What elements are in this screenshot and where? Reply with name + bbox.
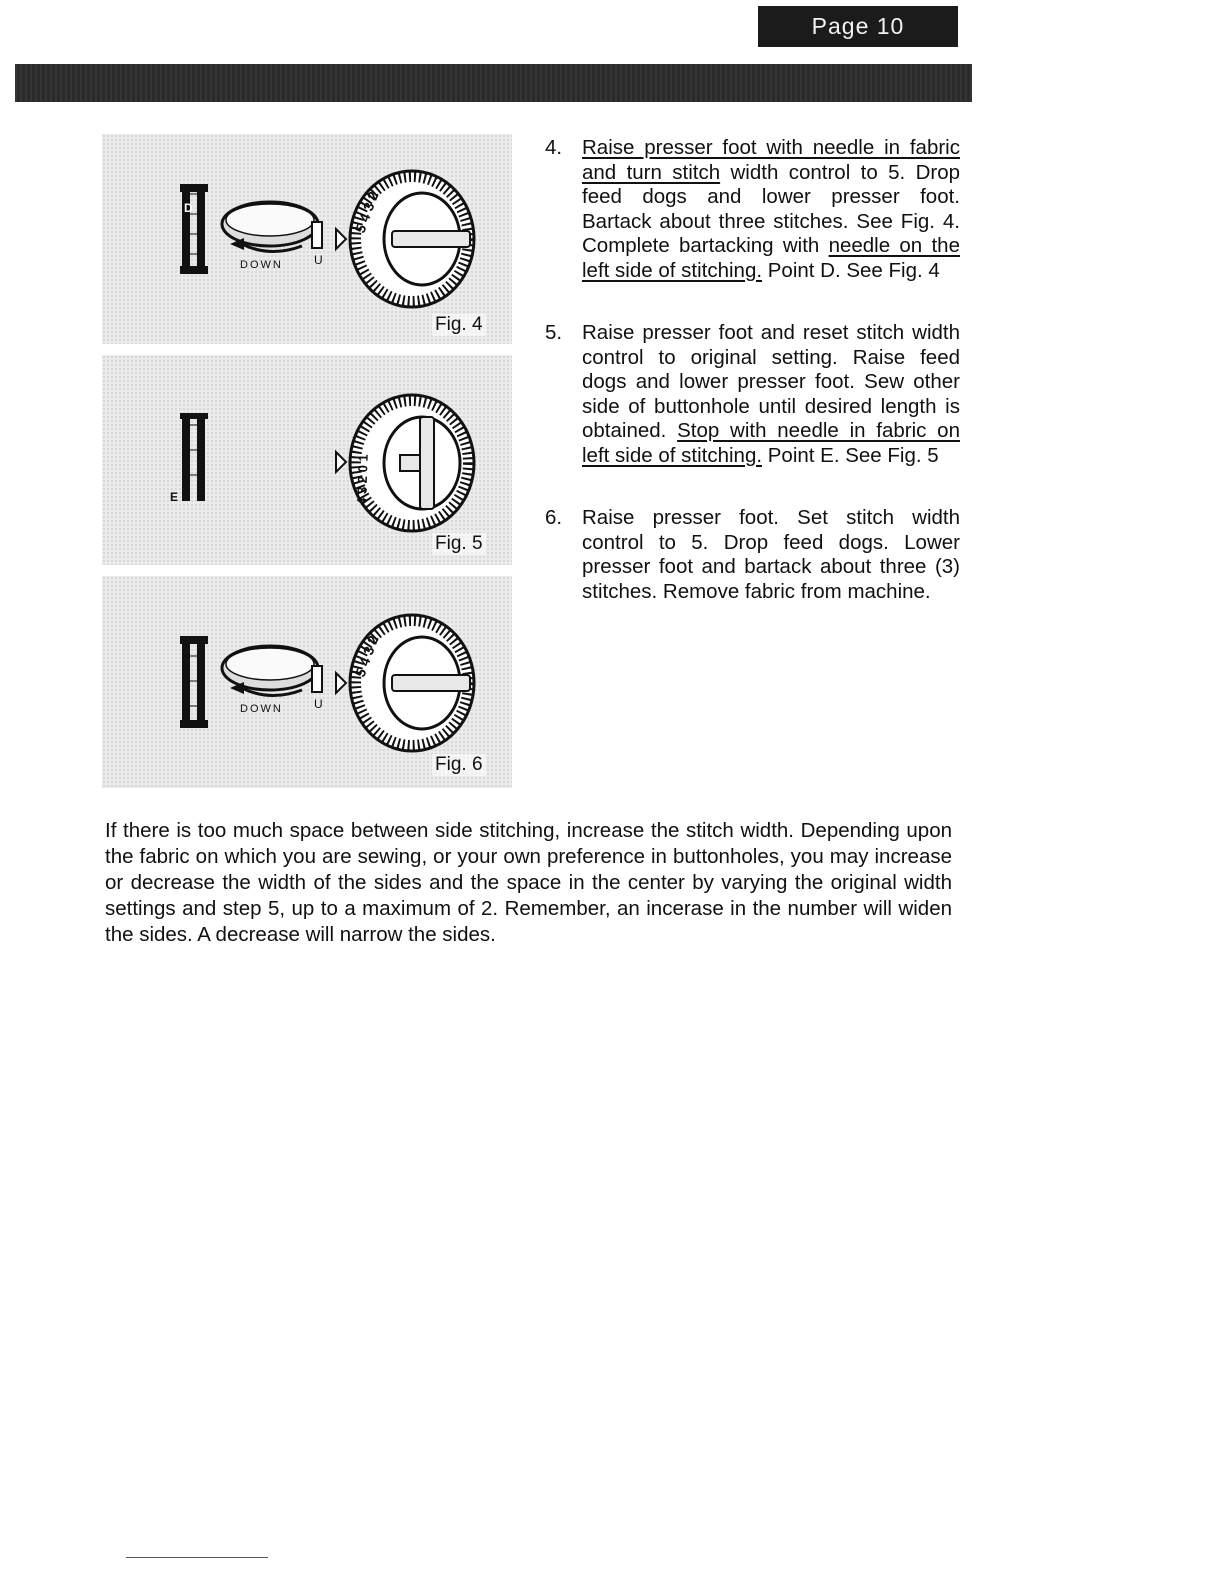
header-band	[15, 64, 972, 102]
note-paragraph: If there is too much space between side stitching, increase the stitch width. Depending upon the fabric on which you are sewing, or your own preference in buttonholes, you may increase or decrease the width of the sides and the space in the center by varying the original width settings and step 5, up to a maximum of 2. Remember, an incerase in the number will widen the sides. A decrease will narrow the sides.	[105, 819, 952, 946]
figure-5	[102, 355, 512, 565]
step-text-part: Raise presser foot and reset stitch width control to original setting. Raise feed dogs and lower presser foot. Sew other side of buttonhole until desired length is obtained.	[582, 321, 960, 442]
pointer-arrow-icon	[336, 673, 346, 693]
edge-letter: E	[170, 490, 179, 504]
direction-letter: U	[314, 697, 323, 711]
pointer-arrow-icon	[336, 229, 346, 249]
figure-4	[102, 134, 512, 344]
step-number: 6.	[545, 506, 563, 529]
dial-numbers: 5 4 3 2	[351, 633, 382, 680]
dial-numbers: 5 4 3 2	[351, 189, 382, 236]
underlined-text: Raise presser foot with needle in fabric and turn stitch	[582, 136, 960, 184]
buttonhole-stitching-icon	[180, 413, 208, 501]
step-number: 4.	[545, 136, 563, 159]
step-5	[545, 321, 960, 468]
step-6	[545, 506, 960, 604]
figure-4-label: Fig. 4	[432, 314, 486, 336]
underlined-text: Stop with needle in fabric on left side of stitching.	[582, 419, 960, 467]
pointer-arrow-icon	[336, 452, 346, 472]
direction-text: DOWN	[240, 259, 283, 271]
page-number-tab: Page 10	[758, 6, 958, 47]
step-text-part: width control to 5. Drop feed dogs and lower presser foot. Bartack about three stitches. See Fig. 4. Complete bartacking with	[582, 160, 960, 257]
figure-6-label: Fig. 6	[432, 754, 486, 776]
dial-numbers: 4 3 2 0 1	[354, 454, 371, 506]
buttonhole-stitching-icon	[180, 184, 208, 274]
figure-4-illustration	[102, 134, 512, 344]
step-number: 5.	[545, 321, 563, 344]
footer-rule	[126, 1557, 268, 1558]
underlined-text: needle on the left side of stitching.	[582, 234, 960, 282]
step-text	[582, 136, 960, 283]
step-text-part: Point E. See Fig. 5	[762, 443, 939, 467]
buttonhole-stitching-icon	[180, 636, 208, 728]
step-4	[545, 136, 960, 283]
instruction-steps	[545, 136, 960, 604]
figure-6	[102, 576, 512, 788]
presser-foot-lever-icon	[222, 646, 322, 696]
direction-letter: U	[314, 253, 323, 267]
step-text: Raise presser foot. Set stitch width control to 5. Drop feed dogs. Lower presser foot and bartack about three (3) stitches. Remove fabric from machine.	[582, 506, 960, 603]
figure-5-label: Fig. 5	[432, 533, 486, 555]
edge-letter: D	[184, 201, 193, 215]
step-text-part: Point D. See Fig. 4	[762, 258, 940, 282]
step-text	[582, 321, 960, 468]
direction-text: DOWN	[240, 703, 283, 715]
presser-foot-lever-icon	[222, 202, 322, 252]
